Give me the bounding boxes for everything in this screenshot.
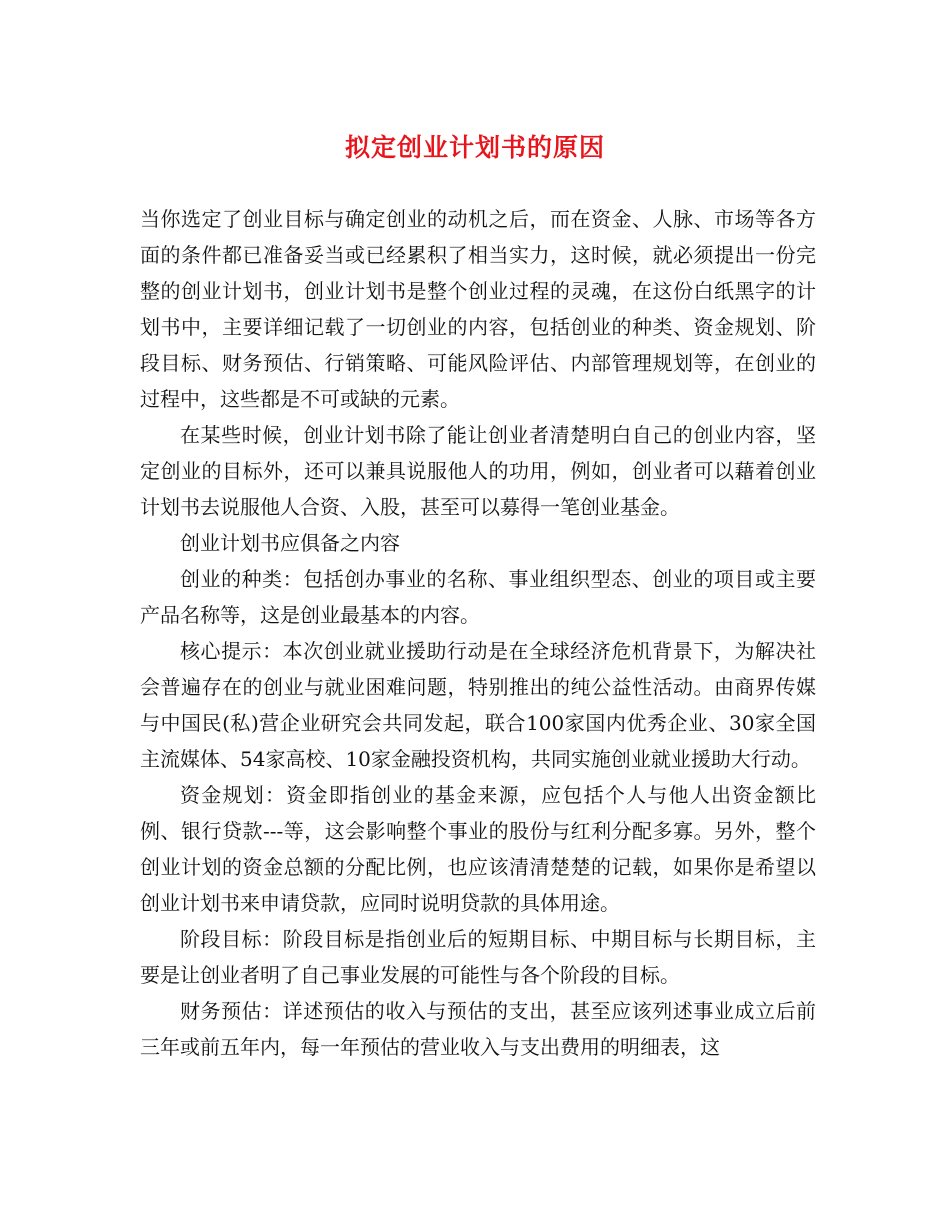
document-title: 拟定创业计划书的原因 [344, 133, 605, 162]
paragraph: 当你选定了创业目标与确定创业的动机之后，而在资金、人脉、市场等各方面的条件都已准备妥当或已经累积了相当实力，这时候，就必须提出一份完整的创业计划书，创业计划书是整个创业过程的灵魂，在这份白纸黑字的计划书中，主要详细记载了一切创业的内容，包括创业的种类、资金规划、阶段目标、财务预估、行销策略、可能风险评估、内部管理规划等，在创业的过程中，这些都是不可或缺的元素。 [140, 207, 816, 411]
paragraph: 核心提示：本次创业就业援助行动是在全球经济危机背景下，为解决社会普遍存在的创业与就业困难问题，特别推出的纯公益性活动。由商界传媒与中国民(私)营企业研究会共同发起，联合100家国内优秀企业、30家全国主流媒体、54家高校、10家金融投资机构，共同实施创业就业援助大行动。 [140, 639, 816, 771]
paragraph: 阶段目标：阶段目标是指创业后的短期目标、中期目标与长期目标，主要是让创业者明了自己事业发展的可能性与各个阶段的目标。 [140, 927, 816, 987]
paragraph: 财务预估：详述预估的收入与预估的支出，甚至应该列述事业成立后前三年或前五年内，每一年预估的营业收入与支出费用的明细表，这 [140, 999, 816, 1059]
paragraph: 创业计划书应俱备之内容 [180, 531, 400, 555]
paragraph: 资金规划：资金即指创业的基金来源，应包括个人与他人出资金额比例、银行贷款---等，这会影响整个事业的股份与红利分配多寡。另外，整个创业计划的资金总额的分配比例，也应该清清楚楚的记载，如果你是希望以创业计划书来申请贷款，应同时说明贷款的具体用途。 [140, 783, 816, 915]
paragraph: 在某些时候，创业计划书除了能让创业者清楚明白自己的创业内容，坚定创业的目标外，还可以兼具说服他人的功用，例如，创业者可以藉着创业计划书去说服他人合资、入股，甚至可以募得一笔创业基金。 [140, 423, 816, 519]
paragraph: 创业的种类：包括创办事业的名称、事业组织型态、创业的项目或主要产品名称等，这是创业最基本的内容。 [140, 567, 816, 627]
document-body [140, 201, 816, 1065]
